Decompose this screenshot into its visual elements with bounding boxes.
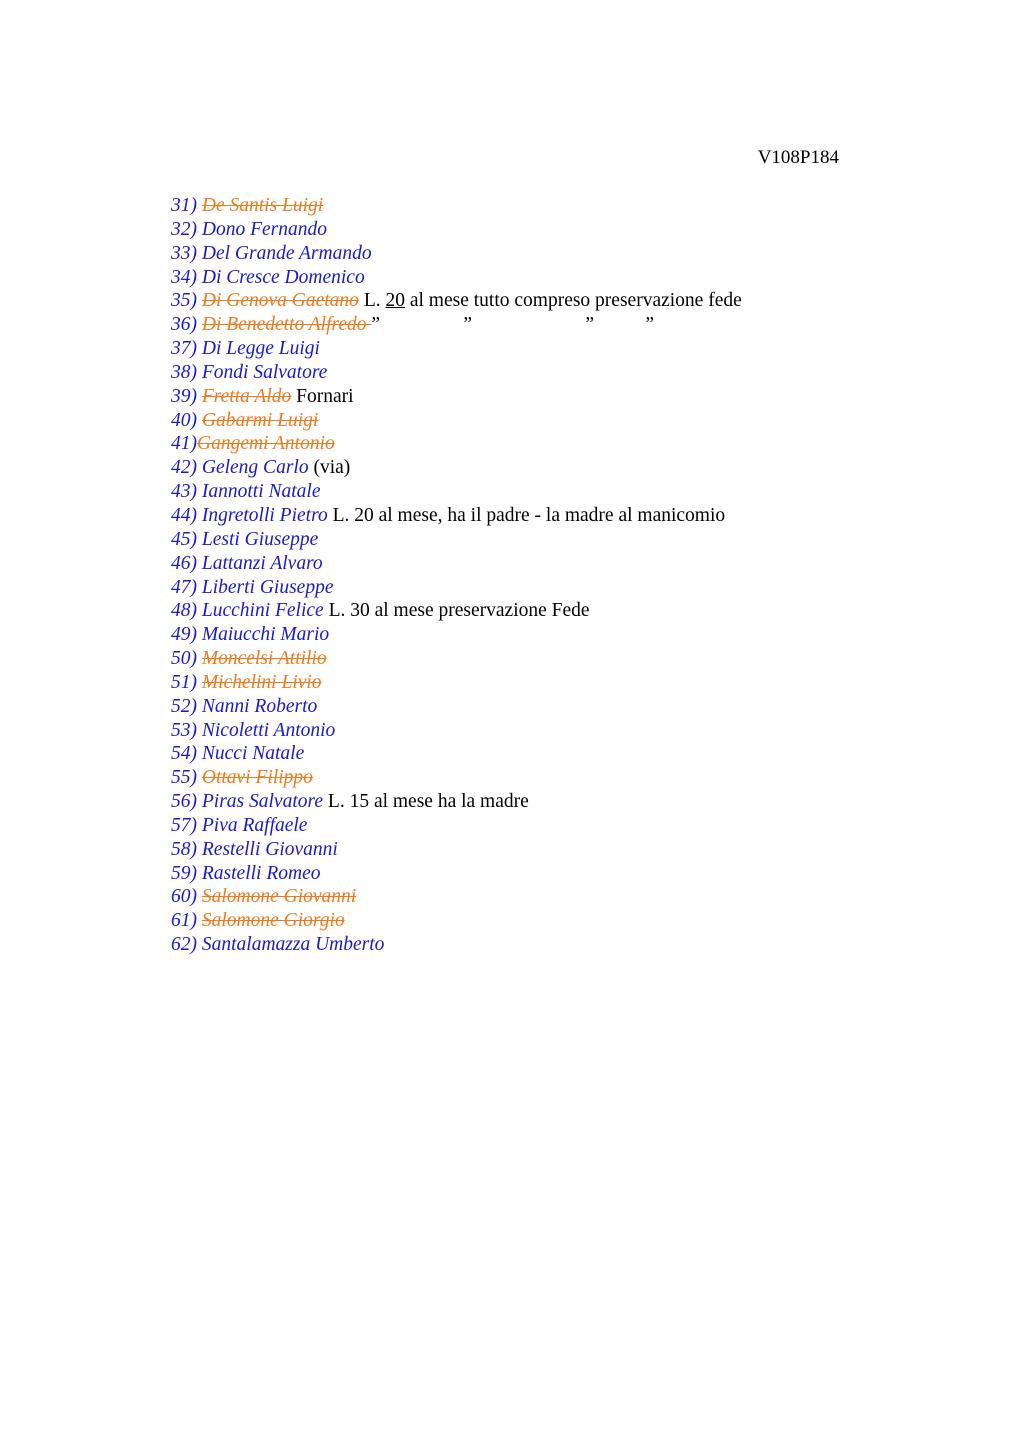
ditto-mark: ”: [371, 314, 381, 336]
person-name: Nanni Roberto: [201, 695, 318, 717]
list-item: [171, 647, 742, 671]
list-item: [171, 456, 742, 480]
person-name: Lattanzi Alvaro: [201, 552, 323, 574]
person-name: Liberti Giuseppe: [201, 576, 334, 598]
person-name: Nucci Natale: [201, 743, 305, 765]
list-item: [171, 218, 742, 242]
item-number: 55): [171, 767, 197, 789]
person-name: Piras Salvatore: [201, 791, 324, 813]
item-note: [364, 290, 742, 311]
person-name: Piva Raffaele: [201, 814, 308, 836]
item-number: 60): [171, 886, 197, 908]
list-item: [171, 766, 742, 790]
person-name: Nicoletti Antonio: [201, 719, 336, 741]
list-item: [171, 742, 742, 766]
item-number: 36): [171, 314, 197, 336]
person-name: Di Legge Luigi: [201, 338, 320, 360]
list-item: [171, 695, 742, 719]
struck-name: Michelini Livio: [201, 671, 322, 693]
list-item: [171, 242, 742, 266]
item-note: Fornari: [296, 385, 354, 407]
list-item: [171, 409, 742, 433]
person-name: Iannotti Natale: [201, 481, 321, 503]
person-name: Restelli Giovanni: [201, 838, 338, 860]
list-item: [171, 790, 742, 814]
item-number: 48): [171, 600, 197, 622]
list-item: [171, 289, 742, 313]
item-number: 50): [171, 648, 197, 670]
person-name: Del Grande Armando: [201, 242, 372, 264]
person-name: Maiucchi Mario: [201, 624, 330, 646]
item-number: 49): [171, 624, 197, 646]
item-number: 51): [171, 671, 197, 693]
item-number: 41): [171, 433, 197, 455]
item-number: 52): [171, 695, 197, 717]
person-name: Lesti Giuseppe: [201, 528, 319, 550]
struck-name: Fretta Aldo: [201, 385, 292, 407]
item-number: 32): [171, 218, 197, 240]
list-item: [171, 885, 742, 909]
item-number: 45): [171, 528, 197, 550]
item-number: 61): [171, 910, 197, 932]
list-item: [171, 528, 742, 552]
list-item: [171, 862, 742, 886]
list-item: [171, 361, 742, 385]
item-number: 54): [171, 743, 197, 765]
item-number: 47): [171, 576, 197, 598]
person-name: Santalamazza Umberto: [201, 934, 385, 956]
struck-name: Ottavi Filippo: [201, 767, 313, 789]
item-number: 43): [171, 481, 197, 503]
list-item: [171, 671, 742, 695]
list-item: [171, 504, 742, 528]
item-number: 62): [171, 934, 197, 956]
list-item: [171, 552, 742, 576]
list-item: [171, 623, 742, 647]
item-number: 39): [171, 385, 197, 407]
note-prefix: L.: [363, 290, 386, 312]
item-number: 37): [171, 338, 197, 360]
struck-name: De Santis Luigi: [201, 195, 324, 216]
list-item: [171, 599, 742, 623]
item-number: 34): [171, 266, 197, 288]
item-number: 58): [171, 838, 197, 860]
note-suffix: al mese tutto compreso preservazione fede: [404, 290, 742, 312]
list-item: [171, 313, 742, 337]
list-item: [171, 194, 742, 218]
struck-name: Di Genova Gaetano: [201, 290, 359, 312]
ditto-mark: ”: [585, 314, 595, 336]
item-note: L. 15 al mese ha la madre: [327, 791, 529, 813]
list-item: [171, 838, 742, 862]
struck-name: Di Benedetto Alfredo: [201, 314, 372, 336]
list-item: [171, 909, 742, 933]
list-item: [171, 480, 742, 504]
name-list: [171, 194, 742, 957]
person-name: Dono Fernando: [201, 218, 327, 240]
struck-name: Salomone Giorgio: [201, 910, 345, 932]
struck-name: Salomone Giovanni: [201, 886, 357, 908]
item-number: 31): [171, 195, 197, 216]
item-number: 59): [171, 862, 197, 884]
ditto-marks: [371, 314, 654, 335]
list-item: [171, 576, 742, 600]
item-note: L. 30 al mese preservazione Fede: [328, 600, 590, 622]
item-number: 46): [171, 552, 197, 574]
list-item: [171, 933, 742, 957]
item-number: 40): [171, 409, 197, 431]
item-number: 44): [171, 504, 197, 526]
list-item: [171, 385, 742, 409]
ditto-mark: ”: [463, 314, 473, 336]
item-note: L. 20 al mese, ha il padre - la madre al manicomio: [332, 504, 726, 526]
struck-name: Gangemi Antonio: [197, 433, 335, 455]
person-name: Fondi Salvatore: [201, 361, 328, 383]
ditto-mark: ”: [645, 314, 655, 336]
list-item: [171, 719, 742, 743]
list-item: [171, 337, 742, 361]
person-name: Rastelli Romeo: [201, 862, 321, 884]
item-number: 56): [171, 791, 197, 813]
struck-name: Moncelsi Attilio: [201, 648, 327, 670]
item-number: 57): [171, 814, 197, 836]
person-name: Di Cresce Domenico: [201, 266, 365, 288]
list-item: [171, 266, 742, 290]
person-name: Ingretolli Pietro: [201, 504, 328, 526]
item-number: 42): [171, 457, 197, 479]
list-item: [171, 814, 742, 838]
person-name: Geleng Carlo: [201, 457, 309, 479]
note-underlined-amount: 20: [385, 290, 405, 312]
person-name: Lucchini Felice: [201, 600, 324, 622]
item-number: 53): [171, 719, 197, 741]
page-identifier: V108P184: [757, 147, 839, 168]
item-number: 33): [171, 242, 197, 264]
item-number: 38): [171, 361, 197, 383]
struck-name: Gabarmi Luigi: [201, 409, 319, 431]
item-note: (via): [313, 457, 351, 479]
item-number: 35): [171, 290, 197, 312]
list-item: [171, 432, 742, 456]
